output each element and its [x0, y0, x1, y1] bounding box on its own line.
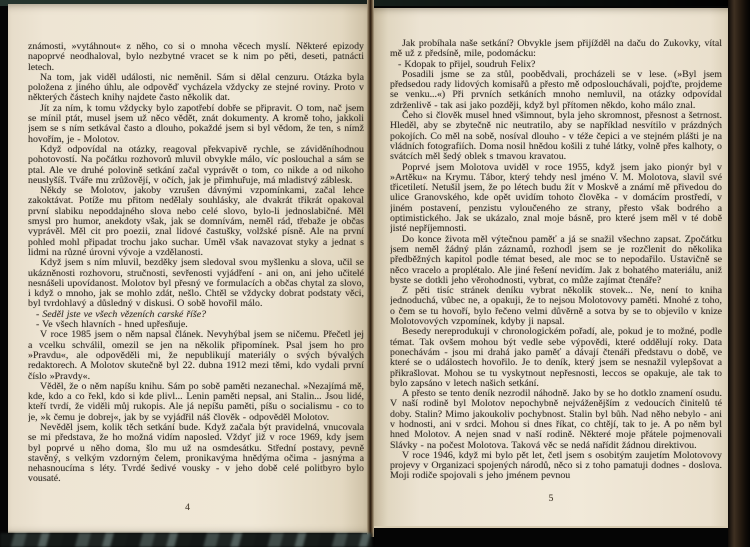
- page-number-left: 4: [185, 503, 190, 513]
- paragraph: - Seděl jste ve všech vězeních carské říše?: [36, 308, 207, 320]
- book-page-right: [374, 8, 728, 528]
- paragraph: V roce 1985 jsem o něm napsal článek. Nevyhýbal jsem se ničemu. Přečetl jej a vcelku schválil, omezil se jen na několik připomínek. Psal jsem ho pro »Pravdu«, ale odpověděli mi, že nepublikují materiály o svých bývalých redaktorech. A Molotov skutečně byl 22. dubna 1912 mezi těmi, kdo vydali první číslo »Pravdy«.: [28, 329, 364, 382]
- paragraph: - Kdopak to přijel, soudruh Felix?: [398, 58, 536, 70]
- paragraph: Z pěti tisíc stránek deníku vybrat několik stovek... Ne, není to kniha jednoduchá, vůbec ne, a opakuji, že to nejsou Molotovovy paměti. Mnohé z toho, o čem se tu hovoří, bylo řečeno velmi důvěrně a sotva by se to objevilo v knize Molotovových vzpomínek, kdyby ji napsal.: [390, 285, 722, 328]
- paragraph: A přesto se tento deník nezrodil náhodně. Jako by se ho dotklo znamení osudu. V naší rodině byl Molotov nepochybně nejváženějším z vedoucích činitelů té doby. Stalin? Mimo jakoukoliv pochybnost. Stalin byl bůh. Nad něho nebylo - ani v hodnosti, ani v srdci. Mohou si dnes říkat, co chtějí, tak to je. A po něm byl hned Molotov. A nejen snad v naší rodině. Některé moje přátele pojmenovali Slávky - na počest Molotova. Taková věc se nedá nařídit žádnou direktivou.: [390, 388, 722, 451]
- page-left-text: [28, 42, 364, 502]
- book-fore-edge: [728, 0, 750, 547]
- paragraph: Nevěděl jsem, kolik těch setkání bude. Když začala být pravidelná, vnucovala se mi představa, že ho možná vidím naposled. Vždyť již v roce 1969, kdy jsem byl poprvé u něho doma, šlo mu už na osmdesátku. Střední postavy, pevně stavěný, s velkým vzdorným čelem, pronikavýma hnědýma očima - jasnýma a nehasnoucíma s léty. Tvrdé šedivé vousky - v jeho době celé politbyro bylo vousaté.: [28, 421, 364, 485]
- paragraph: Poprvé jsem Molotova uviděl v roce 1955, když jsem jako pionýr byl v »Artěku« na Krymu. Tábor, který tehdy nesl jméno V. M. Molotova, slavil své třicetiletí. Netušil jsem, že po létech budu žít v Moskvě a známí mě přivedou do ulice Granovského, kde opět uvidím tohoto člověka - v domácím prostředí, v jiném postavení, penzistu vyloučeného ze strany, přesto však bodrého a optimistického. Jak se ukázalo, znal moje básně, pro které jsem měl v té době jisté nepříjemnosti.: [390, 161, 722, 235]
- paragraph: Do konce života měl výtečnou paměť a já se snažil všechno zapsat. Zpočátku jsem neměl žádný plán záznamů, rozhodl jsem se je rozčlenit do několika předběžných kapitol podle témat besed, ale moc se to nepodařilo. Ustavičně se něco vracelo a proplétalo. Ale jiné řešení nevidím. Jak z bohatého materiálu, aniž byste se dotkli jeho věrohodnosti, vybrat, co může zajímat čtenáře?: [390, 233, 722, 286]
- book-page-left: [8, 4, 367, 533]
- paragraph: Někdy se Molotov, jakoby vzrušen dávnými vzpomínkami, začal lehce zakoktávat. Potíže mu přitom nedělaly souhlásky, ale dvakrát třikrát opakoval první slabiku nepoddajného slova nebo celé slovo, bylo-li jednoslabičné. Měl smysl pro humor, anekdoty však, jak se domnívám, neměl rád, třebaže je občas vyprávěl. Měl cit pro poezii, znal lidové častušky, volžské písně. Ale na první pohled mohl připadat trochu jako suchar. Uměl však navazovat styky a jednat s lidmi na různé úrovni vývoje a vzdělanosti.: [28, 185, 364, 258]
- paragraph: Když odpovídal na otázky, reagoval překvapivě rychle, se záviděníhodnou pohotovostí. Na počátku rozhovorů mluvil obvykle málo, víc poslouchal a sám se ptal. Ale ve druhé polovině setkání začal vyprávět o tom, co nikde a od nikoho neuslyšíš. Tváře mu zrůžovějí, v očích, jak je přimhuřuje, má mladistvý záblesk.: [28, 143, 364, 186]
- paragraph: známosti, »vytáhnout« z něho, co si o mnoha věcech myslí. Některé epizody napoprvé neodhaloval, bylo nezbytné vracet se k nim po pěti, deseti, patnácti letech.: [28, 42, 364, 73]
- page-number-right: 5: [548, 494, 554, 504]
- book-gutter-binding: [367, 0, 374, 537]
- paragraph: Čeho si člověk musel hned všimnout, byla jeho skromnost, přesnost a šetrnost. Hleděl, aby se zbytečně nic neutratilo, aby se například nesvítilo v prázdných pokojích. Co měl na sobě, nosíval dlouho - v téže čepici a ve stejném plášti je na vládních fotografiích. Doma nosil hnědou košili z tuhé látky, volně přes kalhoty, o svátcích měl šedý oblek s tmavou kravatou.: [390, 110, 722, 163]
- paragraph: V roce 1946, když mi bylo pět let, četl jsem s osobitým zaujetím Molotovovy projevy v Organizaci spojených národů, něco si z toho pamatuji dodnes - doslova. Moji rodiče spojovali s jeho jménem pevnou: [390, 449, 722, 482]
- paragraph: Jak probíhala naše setkání? Obvykle jsem přijížděl na daču do Žukovky, vítal mě už z předsíně, mile, podomácku:: [390, 39, 722, 60]
- paragraph: Besedy nereprodukuji v chronologickém pořadí, ale, pokud je to možné, podle témat. Tak ovšem mohou být vedle sebe výpovědi, které oddělují roky. Data ponechávám - jsou mi drahá jako paměť a dávají čtenáři představu o době, ve které se o událostech hovořilo. Je to deník, který jsem se nesnažil vylepšovat a přikrašlovat. Mohou se tu vyskytnout nepřesnosti, leccos se opakuje, ale tak to bylo zapsáno v letech našich setkání.: [390, 326, 722, 389]
- page-right-text: [390, 39, 722, 491]
- paragraph: Jít za ním, k tomu vždycky bylo zapotřebí dobře se připravit. O tom, nač jsem se mínil ptát, musel jsem už něco vědět, znát dokumenty. A kromě toho, jakkoli jsem se s ním setkával často a dlouho, pokaždé jsem si byl vědom, že ten, s nímž hovořím, je - Molotov.: [28, 102, 364, 145]
- paragraph: Věděl, že o něm napíšu knihu. Sám po sobě paměti nezanechal. »Nezajímá mě, kde, kdo a co řekl, kdo si kde plivl... Lenin paměti nepsal, ani Stalin... Jsou lidé, kteří tvrdí, že viděli můj rukopis. Ale já nepíšu paměti, píšu o socialismu - co to je, »k čemu je dobrej«, jak by se vyjádřil náš člověk - odpověděl Molotov.: [28, 380, 364, 423]
- paragraph: Na tom, jak viděl události, nic neměnil. Sám si dělal cenzuru. Otázka byla položena z jiného úhlu, ale odpověď vycházela vždycky ze stejné roviny. Proto v některých částech knihy najdete často několik dat.: [28, 71, 364, 104]
- paragraph: Když jsem s ním mluvil, bezděky jsem sledoval svou myšlenku a slova, učil se ukázněnosti rozhovoru, stručnosti, sevřenosti vyjádření - ani on, ani jeho učitelé nesnášeli upovídanost. Molotov byl přesný ve formulacích a občas chytal za slovo, i když o mnoho, jak se mohlo zdát, nešlo. Chtěl se vždycky dobrat podstaty věci, byl tvrdohlavý a důsledný v diskusi. O sobě hovořil málo.: [28, 257, 364, 310]
- table-surface: [0, 533, 372, 547]
- paragraph: - Ve všech hlavních - hned upřesňuje.: [36, 319, 188, 331]
- paragraph: Posadili jsme se za stůl, poobědvali, procházeli se v lese. (»Byl jsem předsedou rady lidových komisařů a přesto mě odposlouchávali, pojďte, projdeme se venku...«) Při prvních setkáních mnoho nemluvil, na otázky odpovídal zdrženlivě - tak asi jako později, když byl přítomen někdo, koho málo znal.: [390, 68, 722, 111]
